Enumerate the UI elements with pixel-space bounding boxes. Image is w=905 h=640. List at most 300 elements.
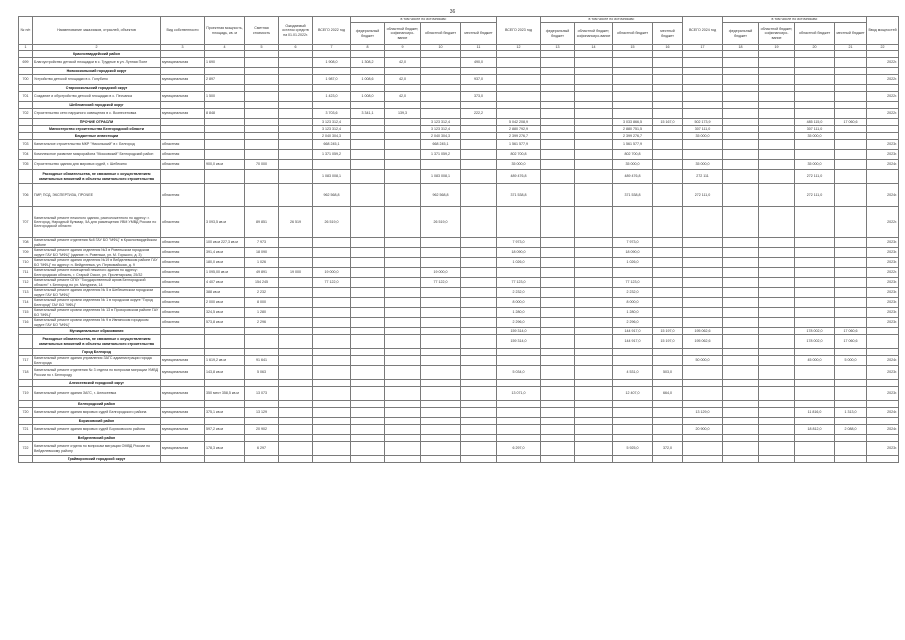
amount-c9 — [385, 258, 421, 268]
amount-c20: 485 115,0 — [795, 119, 835, 126]
remaining-cell — [279, 170, 313, 184]
amount-c19 — [759, 58, 795, 68]
amount-c11 — [461, 356, 497, 366]
amount-c14 — [575, 58, 613, 68]
amount-c11 — [461, 133, 497, 140]
amount-c19 — [759, 258, 795, 268]
amount-c17: 35 000,0 — [683, 160, 723, 170]
commissioning-year: 2022г. — [867, 268, 899, 278]
row-number: 714 — [19, 298, 33, 308]
capacity-cell: 597,2 кв.м — [205, 425, 245, 435]
amount-c16 — [653, 238, 683, 248]
remaining-cell — [279, 356, 313, 366]
ownership-cell: областная — [161, 278, 205, 288]
column-number: 7 — [313, 45, 351, 51]
amount-c14 — [575, 85, 613, 92]
amount-c21: 17 060,6 — [835, 335, 867, 349]
remaining-cell — [279, 68, 313, 75]
amount-c15 — [613, 68, 653, 75]
sources-2023: в том числе по источникам: — [541, 17, 683, 23]
remaining-cell — [279, 387, 313, 401]
sources-2022: в том числе по источникам: — [351, 17, 497, 23]
amount-c15: 5 925,0 — [613, 442, 653, 456]
amount-c17 — [683, 51, 723, 58]
ownership-cell: муниципальная — [161, 366, 205, 380]
capacity-cell: 1 095,00 кв.м — [205, 268, 245, 278]
amount-c17 — [683, 401, 723, 408]
amount-c18 — [723, 140, 759, 150]
amount-c17 — [683, 278, 723, 288]
amount-c11 — [461, 380, 497, 387]
object-name: Вейделевский район — [33, 435, 161, 442]
amount-c19 — [759, 119, 795, 126]
amount-c8 — [351, 85, 385, 92]
object-name: Министерство строительства Белгородской области — [33, 126, 161, 133]
amount-c7 — [313, 356, 351, 366]
capacity-cell: 2 000 кв.м — [205, 298, 245, 308]
estimate-cell: 1 026 — [245, 258, 279, 268]
amount-c18 — [723, 133, 759, 140]
amount-c12 — [497, 85, 541, 92]
amount-c15: 35 000,0 — [613, 160, 653, 170]
amount-c20 — [795, 456, 835, 463]
amount-c8 — [351, 258, 385, 268]
remaining-cell — [279, 92, 313, 102]
estimate-cell — [245, 68, 279, 75]
amount-c21 — [835, 258, 867, 268]
amount-c20 — [795, 387, 835, 401]
amount-c13 — [541, 58, 575, 68]
amount-c13 — [541, 133, 575, 140]
amount-c10 — [421, 298, 461, 308]
remaining-cell — [279, 298, 313, 308]
amount-c17 — [683, 109, 723, 119]
commissioning-year: 2023г. — [867, 150, 899, 160]
row-number — [19, 51, 33, 58]
amount-c8 — [351, 160, 385, 170]
amount-c8 — [351, 349, 385, 356]
amount-c12: 159 314,0 — [497, 328, 541, 335]
amount-c7 — [313, 456, 351, 463]
amount-c20: 178 002,0 — [795, 328, 835, 335]
amount-c17 — [683, 92, 723, 102]
amount-c11 — [461, 328, 497, 335]
object-name: Капитальный ремонт отделения №8 ГАУ БО "МФЦ" в Красногвардейском районе — [33, 238, 161, 248]
amount-c12 — [497, 435, 541, 442]
amount-c9 — [385, 119, 421, 126]
amount-c9 — [385, 380, 421, 387]
amount-c18 — [723, 258, 759, 268]
col-local: местный бюджет — [461, 23, 497, 45]
commissioning-year: 2023г. — [867, 387, 899, 401]
remaining-cell — [279, 425, 313, 435]
amount-c14 — [575, 184, 613, 207]
remaining-cell — [279, 308, 313, 318]
amount-c14 — [575, 335, 613, 349]
amount-c21 — [835, 160, 867, 170]
amount-c17 — [683, 248, 723, 258]
amount-c19 — [759, 160, 795, 170]
amount-c16: 372,0 — [653, 442, 683, 456]
table-row — [19, 248, 899, 258]
estimate-cell — [245, 140, 279, 150]
amount-c18 — [723, 308, 759, 318]
amount-c18 — [723, 248, 759, 258]
amount-c21 — [835, 133, 867, 140]
amount-c16 — [653, 160, 683, 170]
remaining-cell — [279, 318, 313, 328]
row-number: 713 — [19, 288, 33, 298]
estimate-cell: 18 090 — [245, 248, 279, 258]
amount-c10: 3 123 312,4 — [421, 126, 461, 133]
amount-c10: 2 040 304,3 — [421, 133, 461, 140]
capacity-cell: 324,5 кв.м — [205, 308, 245, 318]
amount-c11 — [461, 425, 497, 435]
amount-c17 — [683, 380, 723, 387]
amount-c15 — [613, 207, 653, 238]
amount-c20: 11 816,0 — [795, 408, 835, 418]
amount-c7: 668 245,1 — [313, 140, 351, 150]
section-row — [19, 349, 899, 356]
amount-c14 — [575, 133, 613, 140]
amount-c17: 20 900,0 — [683, 425, 723, 435]
estimate-cell: 13 129 — [245, 408, 279, 418]
amount-c16 — [653, 298, 683, 308]
remaining-cell — [279, 258, 313, 268]
amount-c19 — [759, 298, 795, 308]
amount-c19 — [759, 268, 795, 278]
amount-c18 — [723, 401, 759, 408]
amount-c17: 195 062,6 — [683, 335, 723, 349]
amount-c9: 42,0 — [385, 58, 421, 68]
amount-c17 — [683, 150, 723, 160]
amount-c11 — [461, 102, 497, 109]
amount-c14 — [575, 207, 613, 238]
amount-c9 — [385, 140, 421, 150]
amount-c17 — [683, 68, 723, 75]
table-row — [19, 160, 899, 170]
table-row — [19, 238, 899, 248]
amount-c18 — [723, 170, 759, 184]
amount-c16 — [653, 133, 683, 140]
capacity-cell — [205, 51, 245, 58]
amount-c9: 139,3 — [385, 109, 421, 119]
capacity-cell: 8 848 — [205, 109, 245, 119]
amount-c13 — [541, 425, 575, 435]
remaining-cell: 19 000 — [279, 268, 313, 278]
amount-c21 — [835, 387, 867, 401]
amount-c9 — [385, 356, 421, 366]
amount-c11 — [461, 401, 497, 408]
amount-c16 — [653, 109, 683, 119]
amount-c8 — [351, 51, 385, 58]
amount-c15: 144 917,0 — [613, 335, 653, 349]
amount-c13 — [541, 248, 575, 258]
amount-c17 — [683, 435, 723, 442]
table-row — [19, 109, 899, 119]
estimate-cell: 91 641 — [245, 356, 279, 366]
amount-c20 — [795, 308, 835, 318]
amount-c19 — [759, 133, 795, 140]
remaining-cell — [279, 140, 313, 150]
amount-c13 — [541, 356, 575, 366]
remaining-cell: 26 519 — [279, 207, 313, 238]
commissioning-year — [867, 349, 899, 356]
amount-c7: 1 371 059,2 — [313, 150, 351, 160]
amount-c7 — [313, 435, 351, 442]
amount-c18 — [723, 109, 759, 119]
amount-c19 — [759, 140, 795, 150]
table-row — [19, 442, 899, 456]
amount-c21 — [835, 308, 867, 318]
amount-c12 — [497, 356, 541, 366]
amount-c19 — [759, 288, 795, 298]
amount-c9 — [385, 298, 421, 308]
row-number: 703 — [19, 140, 33, 150]
amount-c9 — [385, 85, 421, 92]
capacity-cell: 573,8 кв.м — [205, 318, 245, 328]
amount-c19 — [759, 184, 795, 207]
ownership-cell — [161, 102, 205, 109]
commissioning-year — [867, 119, 899, 126]
amount-c10 — [421, 51, 461, 58]
amount-c8 — [351, 380, 385, 387]
amount-c9 — [385, 150, 421, 160]
commissioning-year: 2022г. — [867, 207, 899, 238]
capacity-cell — [205, 85, 245, 92]
col-regional: областной бюджет — [795, 23, 835, 45]
amount-c7 — [313, 349, 351, 356]
table-row — [19, 335, 899, 349]
capacity-cell — [205, 418, 245, 425]
amount-c11 — [461, 418, 497, 425]
table-row — [19, 278, 899, 288]
amount-c21 — [835, 248, 867, 258]
amount-c13 — [541, 109, 575, 119]
ownership-cell: областная — [161, 308, 205, 318]
amount-c15: 2 296,0 — [613, 318, 653, 328]
commissioning-year: 2023г. — [867, 298, 899, 308]
estimate-cell: 70 000 — [245, 160, 279, 170]
commissioning-year — [867, 102, 899, 109]
amount-c8 — [351, 328, 385, 335]
amount-c10 — [421, 85, 461, 92]
amount-c13 — [541, 102, 575, 109]
amount-c21: 17 060,6 — [835, 119, 867, 126]
amount-c18 — [723, 442, 759, 456]
ownership-cell — [161, 51, 205, 58]
amount-c20: 35 000,0 — [795, 133, 835, 140]
amount-c19 — [759, 170, 795, 184]
amount-c10: 962 568,8 — [421, 184, 461, 207]
amount-c21 — [835, 418, 867, 425]
amount-c15 — [613, 401, 653, 408]
amount-c12 — [497, 408, 541, 418]
capacity-cell: 350 мест 358,5 кв.м — [205, 387, 245, 401]
amount-c19 — [759, 51, 795, 58]
object-name: Грайворонский городской округ — [33, 456, 161, 463]
column-number: 14 — [575, 45, 613, 51]
remaining-cell — [279, 133, 313, 140]
section-row — [19, 435, 899, 442]
commissioning-year — [867, 380, 899, 387]
amount-c11 — [461, 278, 497, 288]
object-name: ПИР, ПСД, ЭКСПЕРТИЗА, ПРОЧЕЕ — [33, 184, 161, 207]
amount-c19 — [759, 278, 795, 288]
column-number: 8 — [351, 45, 385, 51]
commissioning-year: 2023г. — [867, 278, 899, 288]
amount-c19 — [759, 328, 795, 335]
column-number: 21 — [835, 45, 867, 51]
estimate-cell: 89 851 — [245, 207, 279, 238]
amount-c12: 159 314,0 — [497, 335, 541, 349]
amount-c14 — [575, 51, 613, 58]
object-name: Устройство детской площадки в с. Голубино — [33, 75, 161, 85]
amount-c17: 307 111,0 — [683, 126, 723, 133]
amount-c13 — [541, 258, 575, 268]
amount-c11 — [461, 51, 497, 58]
ownership-cell: областная — [161, 160, 205, 170]
amount-c17: 272 111,0 — [683, 184, 723, 207]
amount-c20 — [795, 278, 835, 288]
estimate-cell: 7 973 — [245, 238, 279, 248]
page-number: 36 — [449, 9, 456, 15]
ownership-cell: областная — [161, 238, 205, 248]
amount-c8 — [351, 150, 385, 160]
column-number: 17 — [683, 45, 723, 51]
amount-c17 — [683, 308, 723, 318]
row-number — [19, 401, 33, 408]
commissioning-year — [867, 435, 899, 442]
amount-c11 — [461, 68, 497, 75]
amount-c18 — [723, 75, 759, 85]
row-number: 716 — [19, 318, 33, 328]
amount-c13 — [541, 268, 575, 278]
amount-c12 — [497, 425, 541, 435]
amount-c14 — [575, 102, 613, 109]
amount-c17: 195 062,6 — [683, 328, 723, 335]
amount-c17: 13 129,0 — [683, 408, 723, 418]
commissioning-year — [867, 133, 899, 140]
commissioning-year: 2023г. — [867, 248, 899, 258]
commissioning-year: 2023г. — [867, 318, 899, 328]
column-number: 6 — [279, 45, 313, 51]
col-total-2024: ВСЕГО 2024 год — [683, 17, 723, 45]
col-regional: областной бюджет — [613, 23, 653, 45]
amount-c19 — [759, 126, 795, 133]
amount-c13 — [541, 349, 575, 356]
row-number — [19, 328, 33, 335]
col-total-2023: ВСЕГО 2023 год — [497, 17, 541, 45]
amount-c13 — [541, 85, 575, 92]
amount-c11: 490,0 — [461, 58, 497, 68]
amount-c13 — [541, 51, 575, 58]
amount-c11 — [461, 126, 497, 133]
capacity-cell — [205, 184, 245, 207]
estimate-cell: 2 296 — [245, 318, 279, 328]
object-name: Капитальный ремонт отделения № 3 отдела по вопросам миграции УМВД России по г. Белгороду — [33, 366, 161, 380]
ownership-cell: областная — [161, 288, 205, 298]
row-number: 708 — [19, 238, 33, 248]
remaining-cell — [279, 442, 313, 456]
amount-c12: 5 042 208,9 — [497, 119, 541, 126]
amount-c21: 5 000,0 — [835, 356, 867, 366]
row-number — [19, 102, 33, 109]
amount-c20 — [795, 268, 835, 278]
row-number: 722 — [19, 442, 33, 456]
amount-c10 — [421, 58, 461, 68]
capacity-cell — [205, 119, 245, 126]
amount-c14 — [575, 160, 613, 170]
section-row — [19, 380, 899, 387]
amount-c18 — [723, 349, 759, 356]
commissioning-year: 2023г. — [867, 308, 899, 318]
amount-c21 — [835, 456, 867, 463]
col-ownership: Вид собственности — [161, 17, 205, 45]
ownership-cell: областная — [161, 140, 205, 150]
amount-c7: 1 083 008,1 — [313, 170, 351, 184]
row-number: 699 — [19, 58, 33, 68]
amount-c19 — [759, 150, 795, 160]
table-row — [19, 170, 899, 184]
amount-c15 — [613, 75, 653, 85]
column-number: 16 — [653, 45, 683, 51]
row-number: 719 — [19, 387, 33, 401]
amount-c19 — [759, 442, 795, 456]
amount-c8 — [351, 268, 385, 278]
row-number: 702 — [19, 109, 33, 119]
amount-c10 — [421, 102, 461, 109]
ownership-cell: областная — [161, 150, 205, 160]
amount-c13 — [541, 207, 575, 238]
col-name: Наименование заказчиков, отраслей, объектов — [33, 17, 161, 45]
estimate-cell — [245, 328, 279, 335]
amount-c11 — [461, 366, 497, 380]
amount-c14 — [575, 366, 613, 380]
amount-c16 — [653, 207, 683, 238]
section-row — [19, 456, 899, 463]
commissioning-year: 2024г. — [867, 184, 899, 207]
amount-c19 — [759, 308, 795, 318]
amount-c17 — [683, 207, 723, 238]
ownership-cell: муниципальная — [161, 387, 205, 401]
amount-c13 — [541, 387, 575, 401]
amount-c15: 7 973,0 — [613, 238, 653, 248]
estimate-cell — [245, 133, 279, 140]
capacity-cell: 3 093,5 кв.м — [205, 207, 245, 238]
amount-c17 — [683, 318, 723, 328]
amount-c20 — [795, 401, 835, 408]
table-row — [19, 425, 899, 435]
amount-c15: 371 538,8 — [613, 184, 653, 207]
amount-c19 — [759, 238, 795, 248]
amount-c9 — [385, 308, 421, 318]
amount-c12 — [497, 102, 541, 109]
amount-c13 — [541, 442, 575, 456]
object-name: Борисовский район — [33, 418, 161, 425]
capacity-cell: 4 407 кв.м — [205, 278, 245, 288]
object-name: Строительство сети наружного освещения в с. Вознесеновка — [33, 109, 161, 119]
object-name: Капитальный ремонт здания отделения № 5 в Шебекинском городском округе ГАУ БО "МФЦ" — [33, 288, 161, 298]
capacity-cell: 375,1 кв.м — [205, 408, 245, 418]
amount-c9 — [385, 335, 421, 349]
amount-c17 — [683, 298, 723, 308]
capacity-cell: 391,4 кв.м — [205, 248, 245, 258]
amount-c17: 272 111 — [683, 170, 723, 184]
estimate-cell: 2 232 — [245, 288, 279, 298]
amount-c18 — [723, 92, 759, 102]
object-name: Капитальный ремонт кровли отделения № 13 в Прохоровском районе ГАУ БО "МФЦ" — [33, 308, 161, 318]
